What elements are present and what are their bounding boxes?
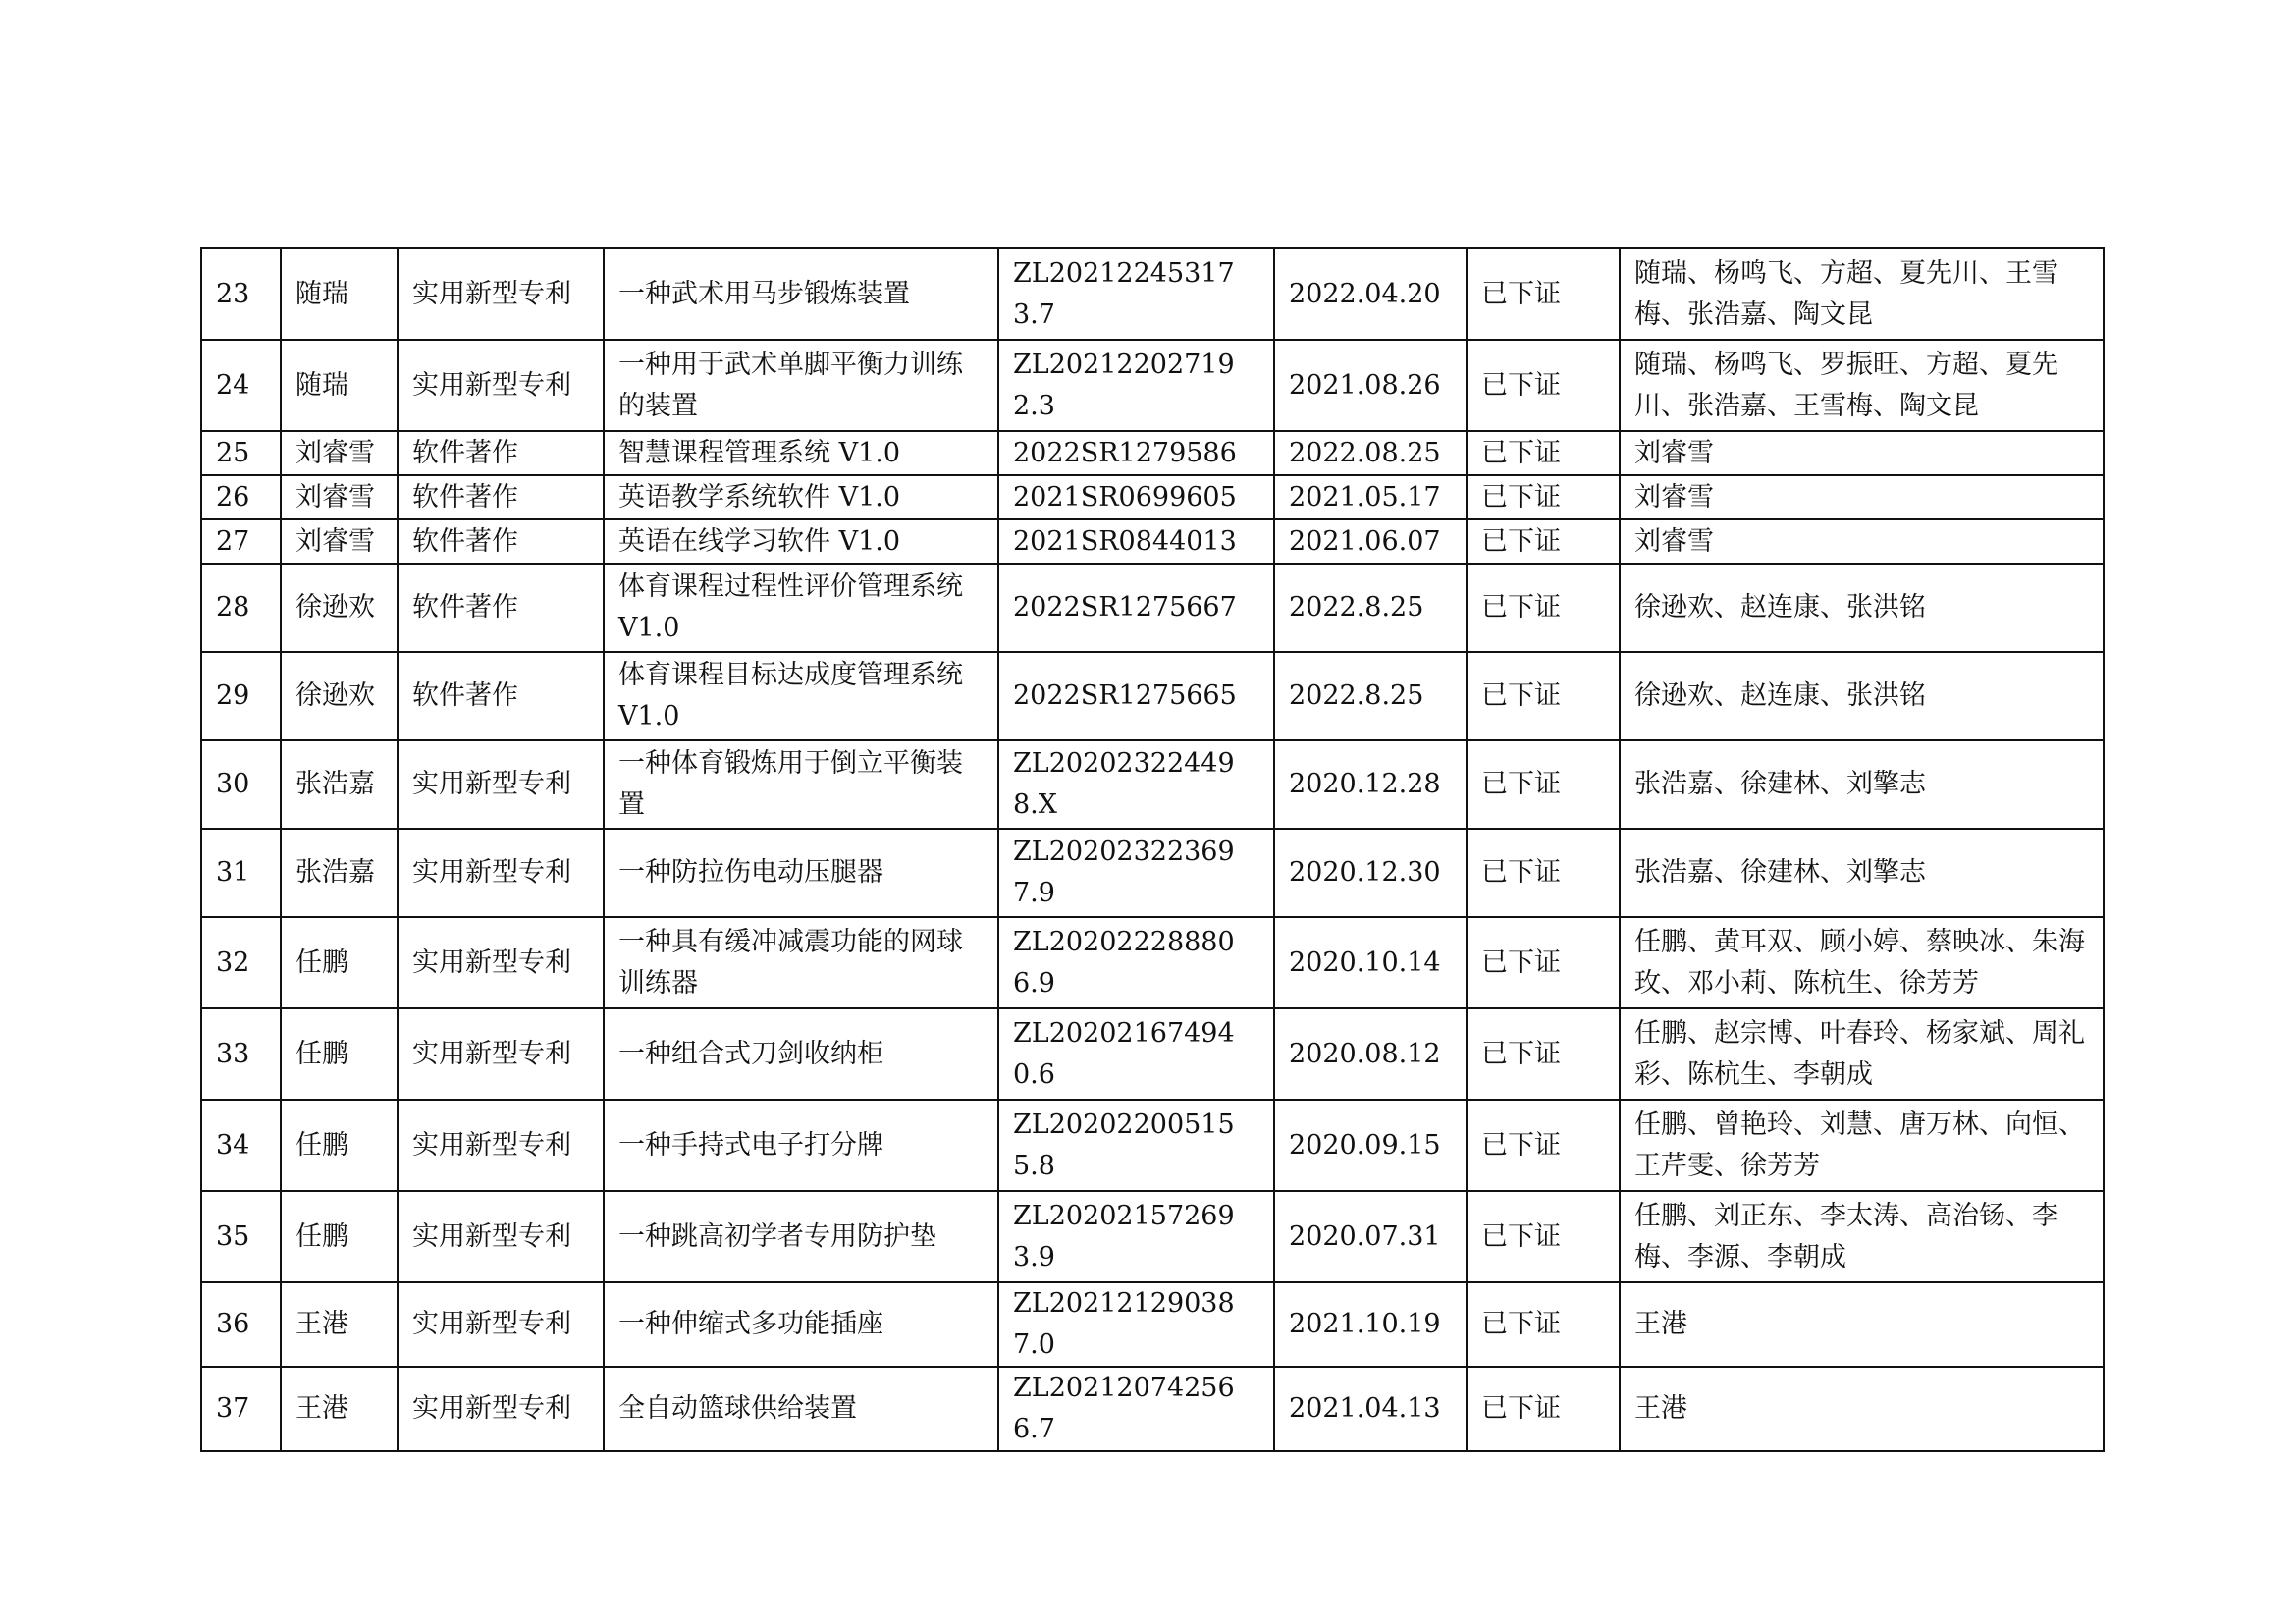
inventor-list-cell: 任鹏、刘正东、李太涛、高治钖、李梅、李源、李朝成 (1620, 1191, 2104, 1282)
row-number-cell: 24 (201, 340, 281, 431)
owner-name-cell: 随瑞 (281, 248, 398, 340)
item-name-cell: 智慧课程管理系统 V1.0 (604, 431, 998, 475)
owner-name-cell: 张浩嘉 (281, 740, 398, 829)
ip-type-cell: 软件著作 (398, 475, 604, 519)
registration-number-cell: ZL202122453173.7 (998, 248, 1274, 340)
inventor-list-cell: 任鹏、曾艳玲、刘慧、唐万林、向恒、王芹雯、徐芳芳 (1620, 1100, 2104, 1191)
item-name-cell: 一种伸缩式多功能插座 (604, 1282, 998, 1367)
registration-number-cell: ZL202021572693.9 (998, 1191, 1274, 1282)
inventor-list-cell: 王港 (1620, 1367, 2104, 1451)
owner-name-cell: 随瑞 (281, 340, 398, 431)
table-row (201, 475, 2104, 519)
registration-number-cell: 2021SR0844013 (998, 519, 1274, 564)
inventor-list-cell: 刘睿雪 (1620, 475, 2104, 519)
status-text-cell: 已下证 (1467, 1100, 1620, 1191)
item-name-cell: 体育课程目标达成度管理系统 V1.0 (604, 652, 998, 740)
row-number-cell: 36 (201, 1282, 281, 1367)
owner-name-cell: 任鹏 (281, 1100, 398, 1191)
registration-number-cell: ZL202121290387.0 (998, 1282, 1274, 1367)
inventor-list-cell: 随瑞、杨鸣飞、罗振旺、方超、夏先川、张浩嘉、王雪梅、陶文昆 (1620, 340, 2104, 431)
row-number-cell: 26 (201, 475, 281, 519)
item-name-cell: 一种跳高初学者专用防护垫 (604, 1191, 998, 1282)
item-name-cell: 一种体育锻炼用于倒立平衡装置 (604, 740, 998, 829)
owner-name-cell: 任鹏 (281, 1008, 398, 1100)
item-name-cell: 一种用于武术单脚平衡力训练的装置 (604, 340, 998, 431)
inventor-list-cell: 王港 (1620, 1282, 2104, 1367)
table-row (201, 248, 2104, 340)
inventor-list-cell: 张浩嘉、徐建林、刘擎志 (1620, 829, 2104, 917)
owner-name-cell: 刘睿雪 (281, 431, 398, 475)
item-name-cell: 一种武术用马步锻炼装置 (604, 248, 998, 340)
item-name-cell: 一种防拉伤电动压腿器 (604, 829, 998, 917)
inventor-list-cell: 刘睿雪 (1620, 519, 2104, 564)
status-text-cell: 已下证 (1467, 340, 1620, 431)
owner-name-cell: 徐逊欢 (281, 652, 398, 740)
inventor-list-cell: 任鹏、黄耳双、顾小婷、蔡映冰、朱海玫、邓小莉、陈杭生、徐芳芳 (1620, 917, 2104, 1008)
grant-date-cell: 2021.04.13 (1274, 1367, 1467, 1451)
status-text-cell: 已下证 (1467, 248, 1620, 340)
inventor-list-cell: 徐逊欢、赵连康、张洪铭 (1620, 652, 2104, 740)
status-text-cell: 已下证 (1467, 1282, 1620, 1367)
registration-number-cell: ZL202021674940.6 (998, 1008, 1274, 1100)
status-text-cell: 已下证 (1467, 431, 1620, 475)
inventor-list-cell: 任鹏、赵宗博、叶春玲、杨家斌、周礼彩、陈杭生、李朝成 (1620, 1008, 2104, 1100)
owner-name-cell: 王港 (281, 1282, 398, 1367)
item-name-cell: 一种手持式电子打分牌 (604, 1100, 998, 1191)
row-number-cell: 28 (201, 564, 281, 652)
status-text-cell: 已下证 (1467, 740, 1620, 829)
owner-name-cell: 任鹏 (281, 1191, 398, 1282)
grant-date-cell: 2020.12.28 (1274, 740, 1467, 829)
row-number-cell: 32 (201, 917, 281, 1008)
ip-type-cell: 实用新型专利 (398, 1282, 604, 1367)
ip-type-cell: 实用新型专利 (398, 248, 604, 340)
row-number-cell: 30 (201, 740, 281, 829)
item-name-cell: 全自动篮球供给装置 (604, 1367, 998, 1451)
inventor-list-cell: 随瑞、杨鸣飞、方超、夏先川、王雪梅、张浩嘉、陶文昆 (1620, 248, 2104, 340)
grant-date-cell: 2022.04.20 (1274, 248, 1467, 340)
row-number-cell: 37 (201, 1367, 281, 1451)
ip-type-cell: 实用新型专利 (398, 1367, 604, 1451)
ip-type-cell: 实用新型专利 (398, 829, 604, 917)
item-name-cell: 一种具有缓冲减震功能的网球训练器 (604, 917, 998, 1008)
table-row (201, 564, 2104, 652)
inventor-list-cell: 刘睿雪 (1620, 431, 2104, 475)
registration-number-cell: ZL202023224498.X (998, 740, 1274, 829)
owner-name-cell: 刘睿雪 (281, 519, 398, 564)
ip-type-cell: 实用新型专利 (398, 1008, 604, 1100)
table-body (201, 248, 2104, 1451)
table-row (201, 652, 2104, 740)
row-number-cell: 27 (201, 519, 281, 564)
table-row (201, 829, 2104, 917)
owner-name-cell: 张浩嘉 (281, 829, 398, 917)
table-row (201, 1008, 2104, 1100)
status-text-cell: 已下证 (1467, 564, 1620, 652)
status-text-cell: 已下证 (1467, 1008, 1620, 1100)
owner-name-cell: 任鹏 (281, 917, 398, 1008)
table-row (201, 917, 2104, 1008)
owner-name-cell: 刘睿雪 (281, 475, 398, 519)
table-row (201, 1367, 2104, 1451)
row-number-cell: 29 (201, 652, 281, 740)
registration-number-cell: 2022SR1275667 (998, 564, 1274, 652)
ip-type-cell: 实用新型专利 (398, 1100, 604, 1191)
grant-date-cell: 2020.08.12 (1274, 1008, 1467, 1100)
registration-number-cell: ZL202120742566.7 (998, 1367, 1274, 1451)
grant-date-cell: 2021.05.17 (1274, 475, 1467, 519)
table-row (201, 431, 2104, 475)
row-number-cell: 35 (201, 1191, 281, 1282)
inventor-list-cell: 张浩嘉、徐建林、刘擎志 (1620, 740, 2104, 829)
status-text-cell: 已下证 (1467, 917, 1620, 1008)
owner-name-cell: 徐逊欢 (281, 564, 398, 652)
grant-date-cell: 2022.8.25 (1274, 652, 1467, 740)
item-name-cell: 一种组合式刀剑收纳柜 (604, 1008, 998, 1100)
registration-number-cell: 2021SR0699605 (998, 475, 1274, 519)
item-name-cell: 体育课程过程性评价管理系统 V1.0 (604, 564, 998, 652)
row-number-cell: 31 (201, 829, 281, 917)
registration-number-cell: ZL202023223697.9 (998, 829, 1274, 917)
grant-date-cell: 2020.09.15 (1274, 1100, 1467, 1191)
registration-number-cell: ZL202122027192.3 (998, 340, 1274, 431)
table-row (201, 340, 2104, 431)
registration-number-cell: ZL202022288806.9 (998, 917, 1274, 1008)
status-text-cell: 已下证 (1467, 519, 1620, 564)
status-text-cell: 已下证 (1467, 652, 1620, 740)
table-row (201, 519, 2104, 564)
item-name-cell: 英语教学系统软件 V1.0 (604, 475, 998, 519)
table-row (201, 740, 2104, 829)
grant-date-cell: 2021.10.19 (1274, 1282, 1467, 1367)
grant-date-cell: 2020.12.30 (1274, 829, 1467, 917)
ip-achievements-table (200, 247, 2105, 1452)
table-row (201, 1100, 2104, 1191)
table-row (201, 1191, 2104, 1282)
row-number-cell: 25 (201, 431, 281, 475)
ip-type-cell: 实用新型专利 (398, 340, 604, 431)
item-name-cell: 英语在线学习软件 V1.0 (604, 519, 998, 564)
ip-type-cell: 实用新型专利 (398, 917, 604, 1008)
table-row (201, 1282, 2104, 1367)
grant-date-cell: 2022.08.25 (1274, 431, 1467, 475)
ip-type-cell: 实用新型专利 (398, 1191, 604, 1282)
owner-name-cell: 王港 (281, 1367, 398, 1451)
row-number-cell: 34 (201, 1100, 281, 1191)
status-text-cell: 已下证 (1467, 829, 1620, 917)
status-text-cell: 已下证 (1467, 475, 1620, 519)
grant-date-cell: 2020.10.14 (1274, 917, 1467, 1008)
registration-number-cell: 2022SR1279586 (998, 431, 1274, 475)
row-number-cell: 23 (201, 248, 281, 340)
row-number-cell: 33 (201, 1008, 281, 1100)
grant-date-cell: 2021.08.26 (1274, 340, 1467, 431)
ip-type-cell: 软件著作 (398, 519, 604, 564)
ip-type-cell: 实用新型专利 (398, 740, 604, 829)
ip-type-cell: 软件著作 (398, 652, 604, 740)
grant-date-cell: 2020.07.31 (1274, 1191, 1467, 1282)
grant-date-cell: 2022.8.25 (1274, 564, 1467, 652)
registration-number-cell: 2022SR1275665 (998, 652, 1274, 740)
grant-date-cell: 2021.06.07 (1274, 519, 1467, 564)
ip-type-cell: 软件著作 (398, 564, 604, 652)
registration-number-cell: ZL202022005155.8 (998, 1100, 1274, 1191)
inventor-list-cell: 徐逊欢、赵连康、张洪铭 (1620, 564, 2104, 652)
status-text-cell: 已下证 (1467, 1367, 1620, 1451)
status-text-cell: 已下证 (1467, 1191, 1620, 1282)
ip-type-cell: 软件著作 (398, 431, 604, 475)
